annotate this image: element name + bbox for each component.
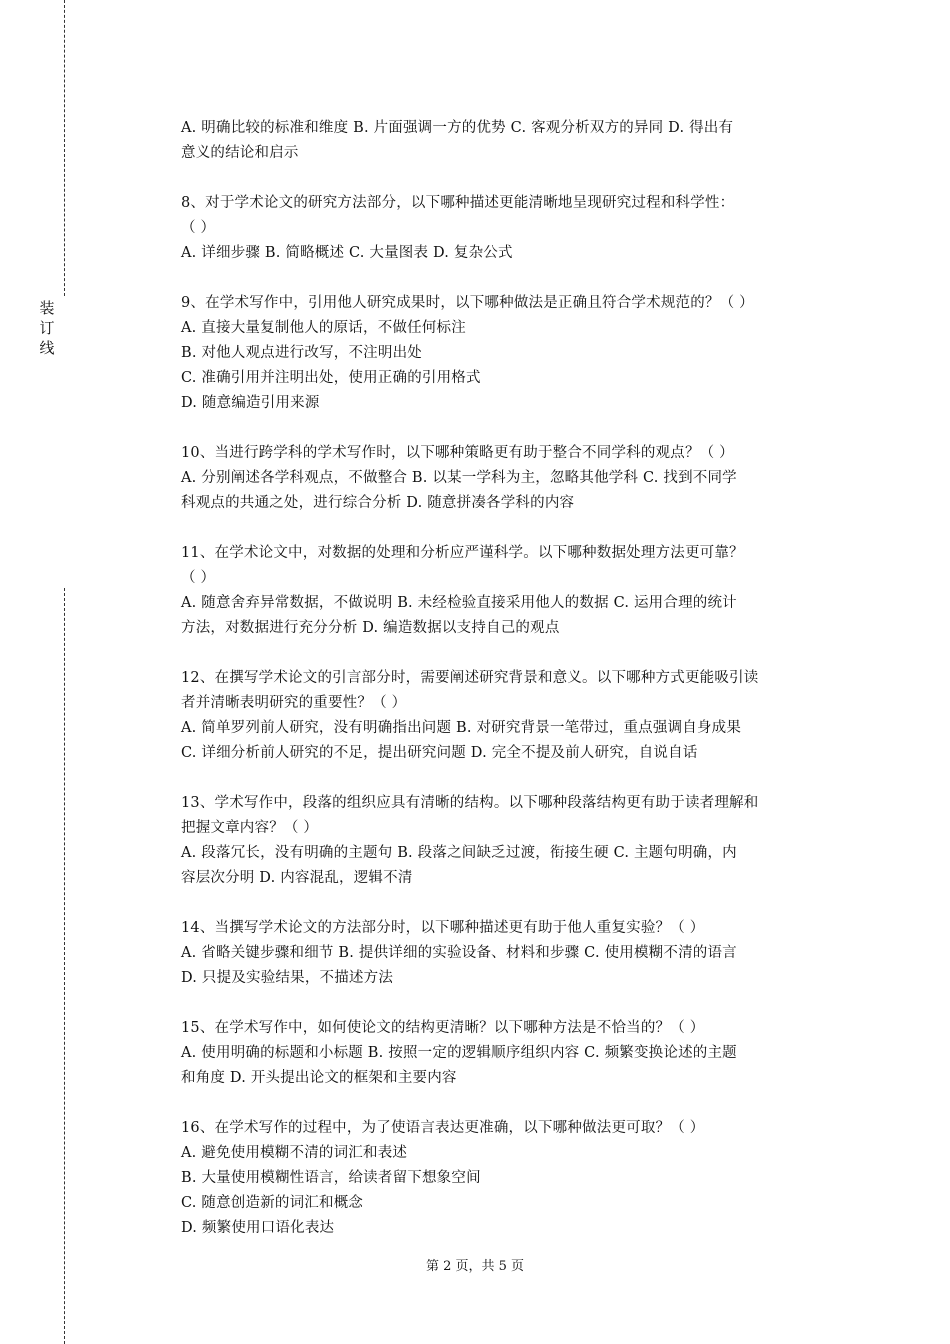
question-13 [181, 791, 841, 891]
binding-line-bottom [64, 588, 65, 1344]
question-line: A. 使用明确的标题和小标题 B. 按照一定的逻辑顺序组织内容 C. 频繁变换论述的主题 [181, 1045, 737, 1061]
question-line: 和角度 D. 开头提出论文的框架和主要内容 [181, 1070, 457, 1086]
question-line: 把握文章内容？（ ） [181, 820, 319, 836]
question-16 [181, 1116, 841, 1241]
question-line: A. 避免使用模糊不清的词汇和表述 [181, 1145, 408, 1161]
question-line: A. 直接大量复制他人的原话，不做任何标注 [181, 320, 466, 336]
question-line: C. 准确引用并注明出处，使用正确的引用格式 [181, 370, 481, 386]
question-line: 者并清晰表明研究的重要性？（ ） [181, 695, 407, 711]
question-line: 12、在撰写学术论文的引言部分时，需要阐述研究背景和意义。以下哪种方式更能吸引读 [181, 670, 759, 686]
question-line: D. 频繁使用口语化表达 [181, 1220, 335, 1236]
question-line: B. 对他人观点进行改写，不注明出处 [181, 345, 422, 361]
binding-char: 装 [39, 299, 55, 317]
binding-line-top [64, 0, 65, 296]
question-9 [181, 291, 841, 416]
question-line: C. 详细分析前人研究的不足，提出研究问题 D. 完全不提及前人研究，自说自话 [181, 745, 698, 761]
question-line: 科观点的共通之处，进行综合分析 D. 随意拼凑各学科的内容 [181, 495, 575, 511]
question-line: 8、对于学术论文的研究方法部分，以下哪种描述更能清晰地呈现研究过程和科学性： [181, 195, 735, 211]
question-11 [181, 541, 841, 641]
binding-line-label [37, 298, 57, 358]
question-line: D. 只提及实验结果，不描述方法 [181, 970, 394, 986]
question-line: D. 随意编造引用来源 [181, 395, 320, 411]
question-line: 14、当撰写学术论文的方法部分时，以下哪种描述更有助于他人重复实验？（ ） [181, 920, 705, 936]
question-line: 9、在学术写作中，引用他人研究成果时，以下哪种做法是正确且符合学术规范的？（ ） [181, 295, 754, 311]
question-line: A. 简单罗列前人研究，没有明确指出问题 B. 对研究背景一笔带过，重点强调自身成果 [181, 720, 742, 736]
page-number: 第 2 页，共 5 页 [425, 1259, 525, 1274]
question-line: 11、在学术论文中，对数据的处理和分析应严谨科学。以下哪种数据处理方法更可靠？ [181, 545, 744, 561]
question-line: A. 省略关键步骤和细节 B. 提供详细的实验设备、材料和步骤 C. 使用模糊不清的语言 [181, 945, 737, 961]
question-line: B. 大量使用模糊性语言，给读者留下想象空间 [181, 1170, 481, 1186]
question-15 [181, 1016, 841, 1091]
question-12 [181, 666, 841, 766]
question-line: （ ） [181, 220, 216, 236]
binding-char: 线 [39, 339, 55, 357]
question-7-options [181, 116, 841, 166]
question-10 [181, 441, 841, 516]
question-list [181, 116, 841, 1266]
question-line: 15、在学术写作中，如何使论文的结构更清晰？以下哪种方法是不恰当的？（ ） [181, 1020, 705, 1036]
question-14 [181, 916, 841, 991]
question-line: 13、学术写作中，段落的组织应具有清晰的结构。以下哪种段落结构更有助于读者理解和 [181, 795, 759, 811]
binding-char: 订 [39, 319, 55, 337]
question-8 [181, 191, 841, 266]
question-line: A. 明确比较的标准和维度 B. 片面强调一方的优势 C. 客观分析双方的异同 D. 得出有 [181, 120, 734, 136]
question-line: 16、在学术写作的过程中，为了使语言表达更准确，以下哪种做法更可取？（ ） [181, 1120, 705, 1136]
question-line: 方法，对数据进行充分分析 D. 编造数据以支持自己的观点 [181, 620, 560, 636]
question-line: 10、当进行跨学科的学术写作时，以下哪种策略更有助于整合不同学科的观点？（ ） [181, 445, 734, 461]
question-line: 容层次分明 D. 内容混乱，逻辑不清 [181, 870, 413, 886]
question-line: A. 段落冗长，没有明确的主题句 B. 段落之间缺乏过渡，衔接生硬 C. 主题句明确，内 [181, 845, 737, 861]
question-line: A. 随意舍弃异常数据，不做说明 B. 未经检验直接采用他人的数据 C. 运用合理的统计 [181, 595, 737, 611]
question-line: A. 分别阐述各学科观点，不做整合 B. 以某一学科为主，忽略其他学科 C. 找到不同学 [181, 470, 737, 486]
question-line: C. 随意创造新的词汇和概念 [181, 1195, 364, 1211]
question-line: （ ） [181, 570, 216, 586]
question-line: A. 详细步骤 B. 简略概述 C. 大量图表 D. 复杂公式 [181, 245, 513, 261]
question-line: 意义的结论和启示 [181, 145, 299, 161]
